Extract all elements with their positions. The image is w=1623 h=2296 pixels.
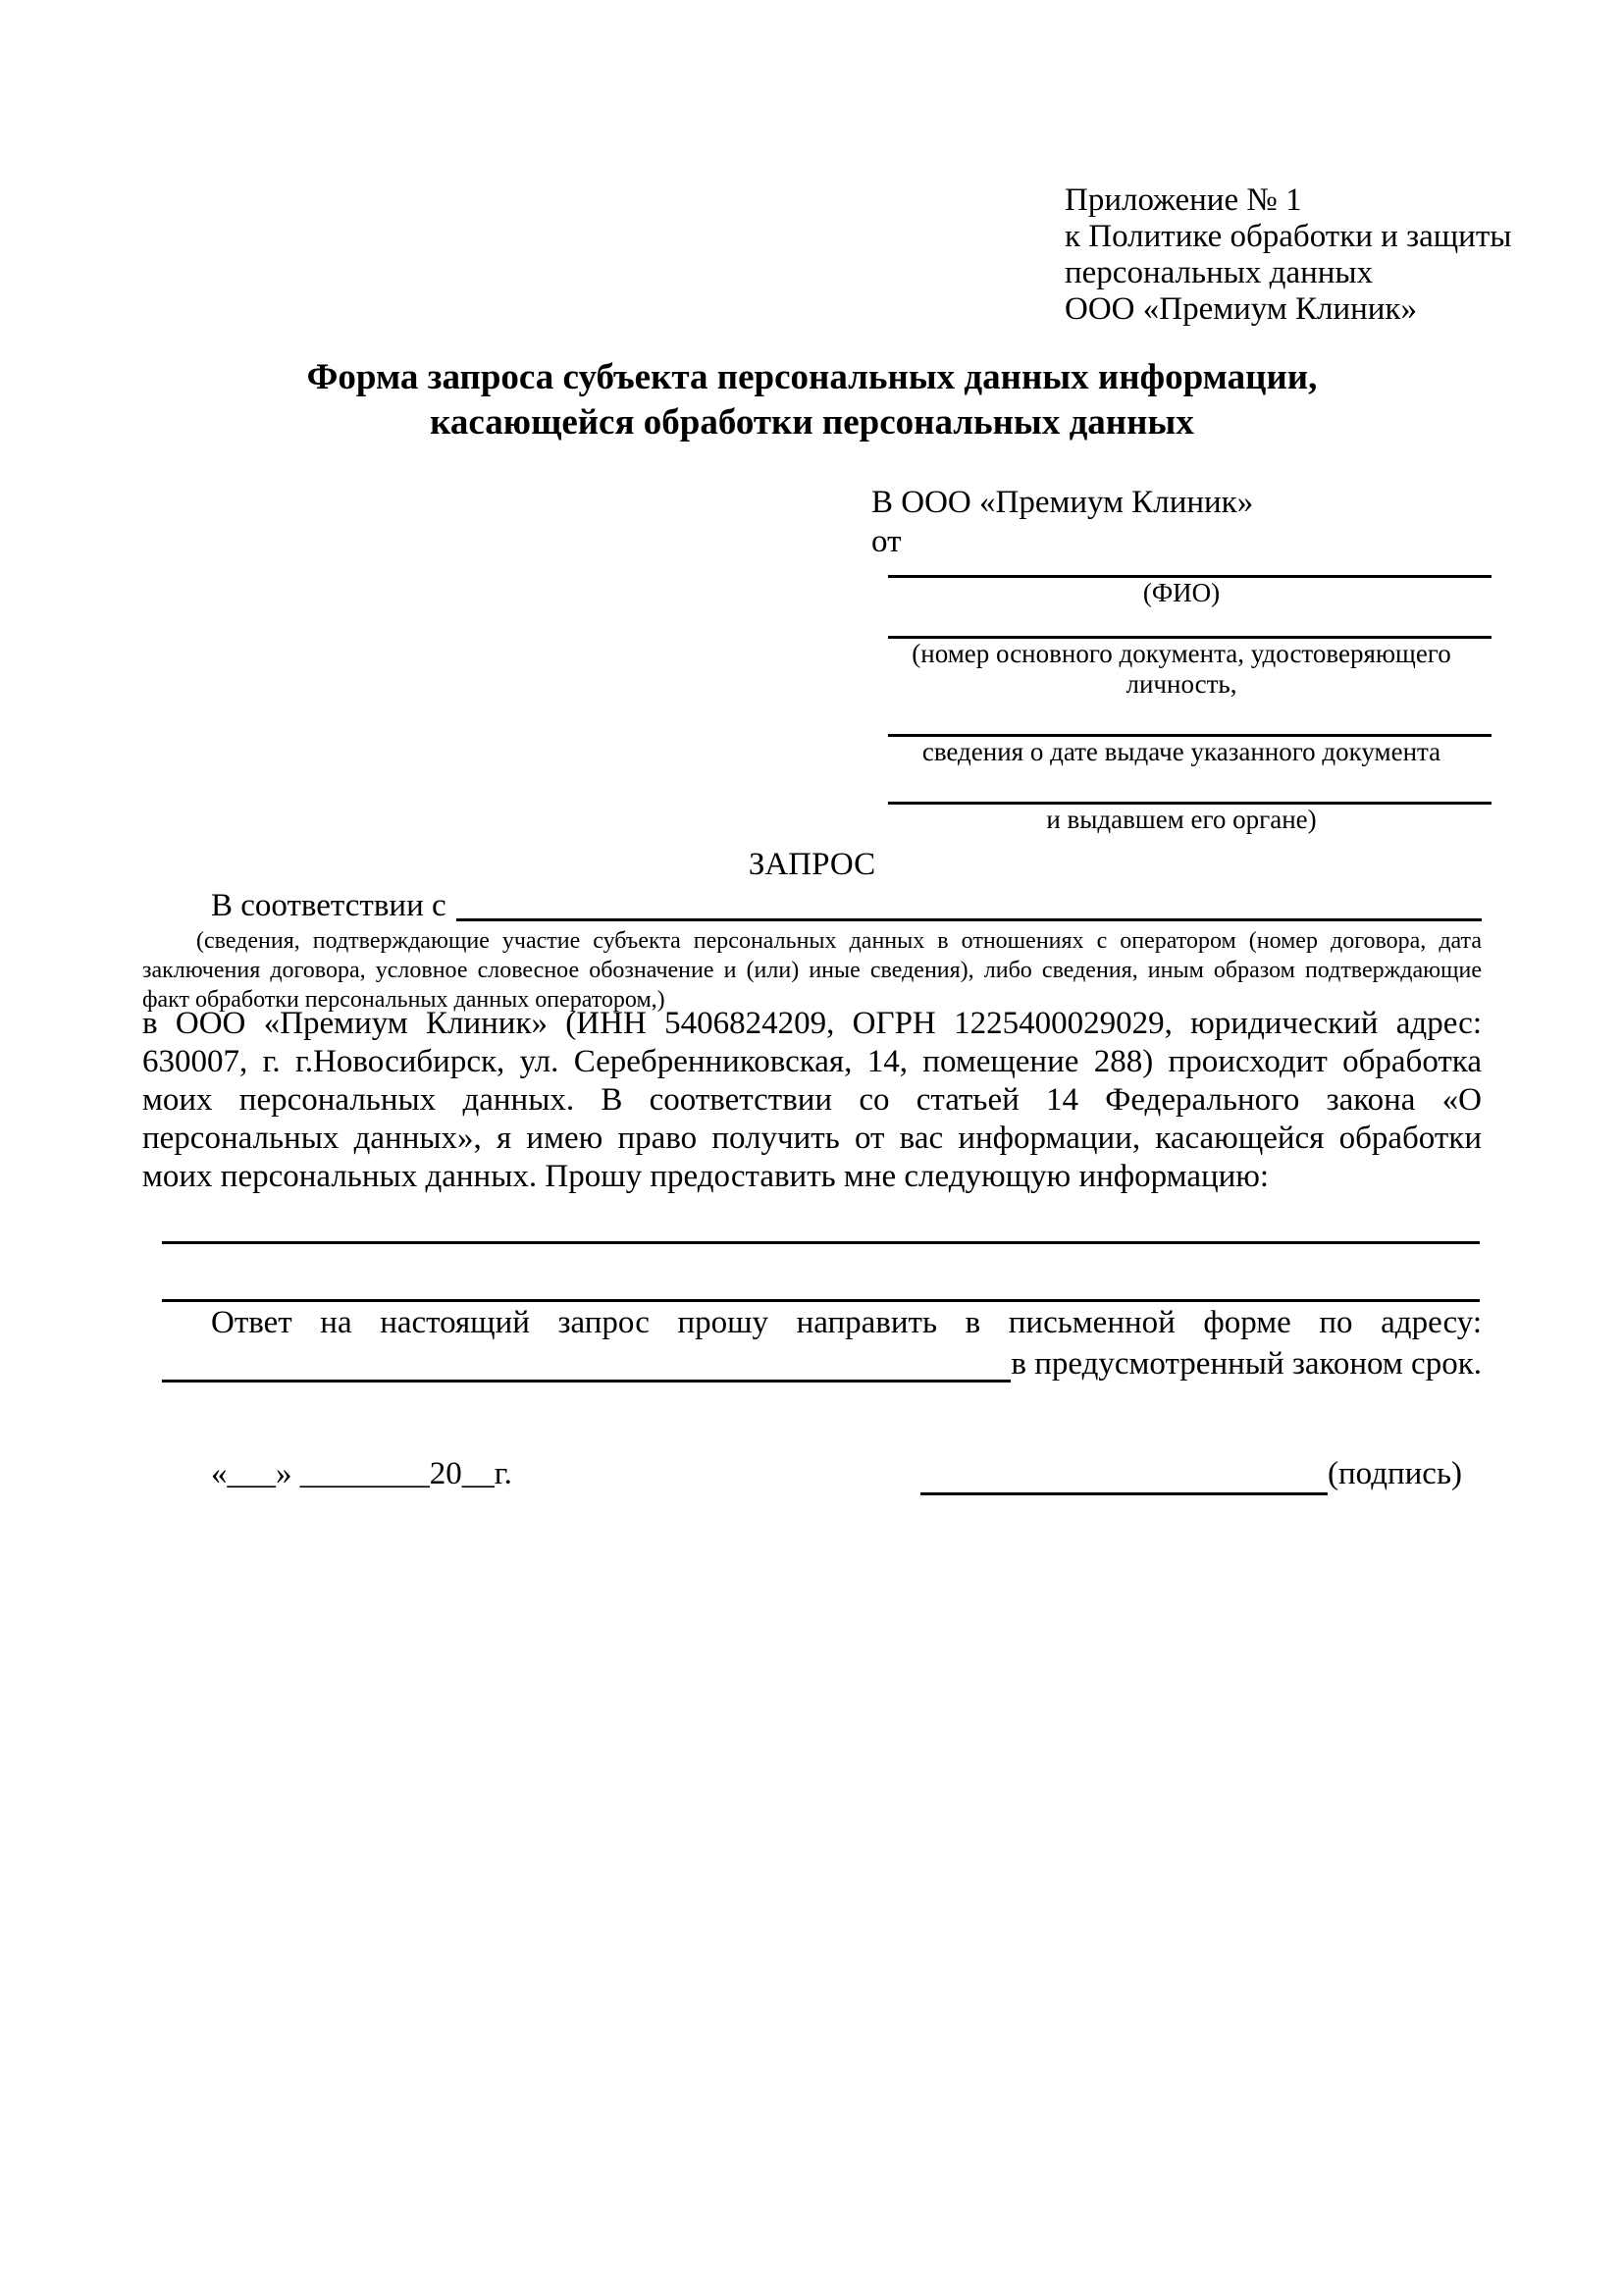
signature-line (920, 1455, 1328, 1495)
appendix-line-2: к Политике обработки и защиты (1065, 219, 1512, 254)
fio-blank-line (888, 561, 1492, 578)
address-blank-line (162, 1342, 1011, 1383)
info-blank-line-2 (162, 1299, 1480, 1302)
doc-number-caption: (номер основного документа, удостоверяющего личность, (912, 639, 1451, 699)
addressee-from-label: от (871, 524, 902, 559)
accordance-label: В соответствии с (211, 888, 446, 923)
fio-caption: (ФИО) (1142, 578, 1221, 607)
addressee-to: В ООО «Премиум Клиник» (871, 485, 1254, 520)
form-title: Форма запроса субъекта персональных данных информации, касающейся обработки персональных данных (306, 357, 1318, 443)
appendix-line-3: персональных данных (1065, 255, 1374, 290)
reply-address-row (142, 1342, 1482, 1386)
appendix-line-4: ООО «Премиум Клиник» (1065, 291, 1417, 327)
date-blank: «___» ________20__г. (211, 1456, 512, 1491)
doc-number-blank-line (888, 608, 1492, 639)
request-body: в ООО «Премиум Клиник» (ИНН 5406824209, ОГРН 1225400029029, юридический адрес: 630007, г. г.Новосибирск, ул. Серебренниковская, 14, помещение 288) происходит обработка моих персональных данных. В соответствии со статьей 14 Федерального закона «О персональных данных», я имею право получить от вас информации, касающейся обработки моих персональных данных. Прошу предоставить мне следующую информацию: (142, 1006, 1482, 1194)
appendix-header (1065, 183, 1511, 328)
addressee-block (871, 483, 1492, 835)
reply-text: Ответ на настоящий запрос прошу направить в письменной форме по адресу: (211, 1305, 1482, 1340)
doc-date-caption: сведения о дате выдаче указанного документа (921, 737, 1441, 766)
doc-issuer-blank-line (888, 767, 1492, 805)
reply-tail: в предусмотренный законом срок. (1011, 1346, 1482, 1382)
signature-caption: (подпись) (1328, 1456, 1462, 1491)
note-text: (сведения, подтверждающие участие субъекта персональных данных в отношениях с оператором (номер договора, дата заключения договора, условное словесное обозначение и (или) иные сведения), либо сведения, иным образом подтверждающие факт обработки персональных данных оператором,) (142, 928, 1482, 1013)
request-heading: ЗАПРОС (748, 847, 876, 882)
accordance-row (142, 885, 1482, 926)
accordance-blank-line (456, 885, 1482, 921)
appendix-line-1: Приложение № 1 (1065, 183, 1302, 218)
form-title-wrap (142, 355, 1482, 445)
date-signature-row (142, 1452, 1482, 1495)
info-blank-line-1 (162, 1241, 1480, 1244)
doc-date-blank-line (888, 700, 1492, 737)
doc-issuer-caption: и выдавшем его органе) (1046, 805, 1317, 834)
